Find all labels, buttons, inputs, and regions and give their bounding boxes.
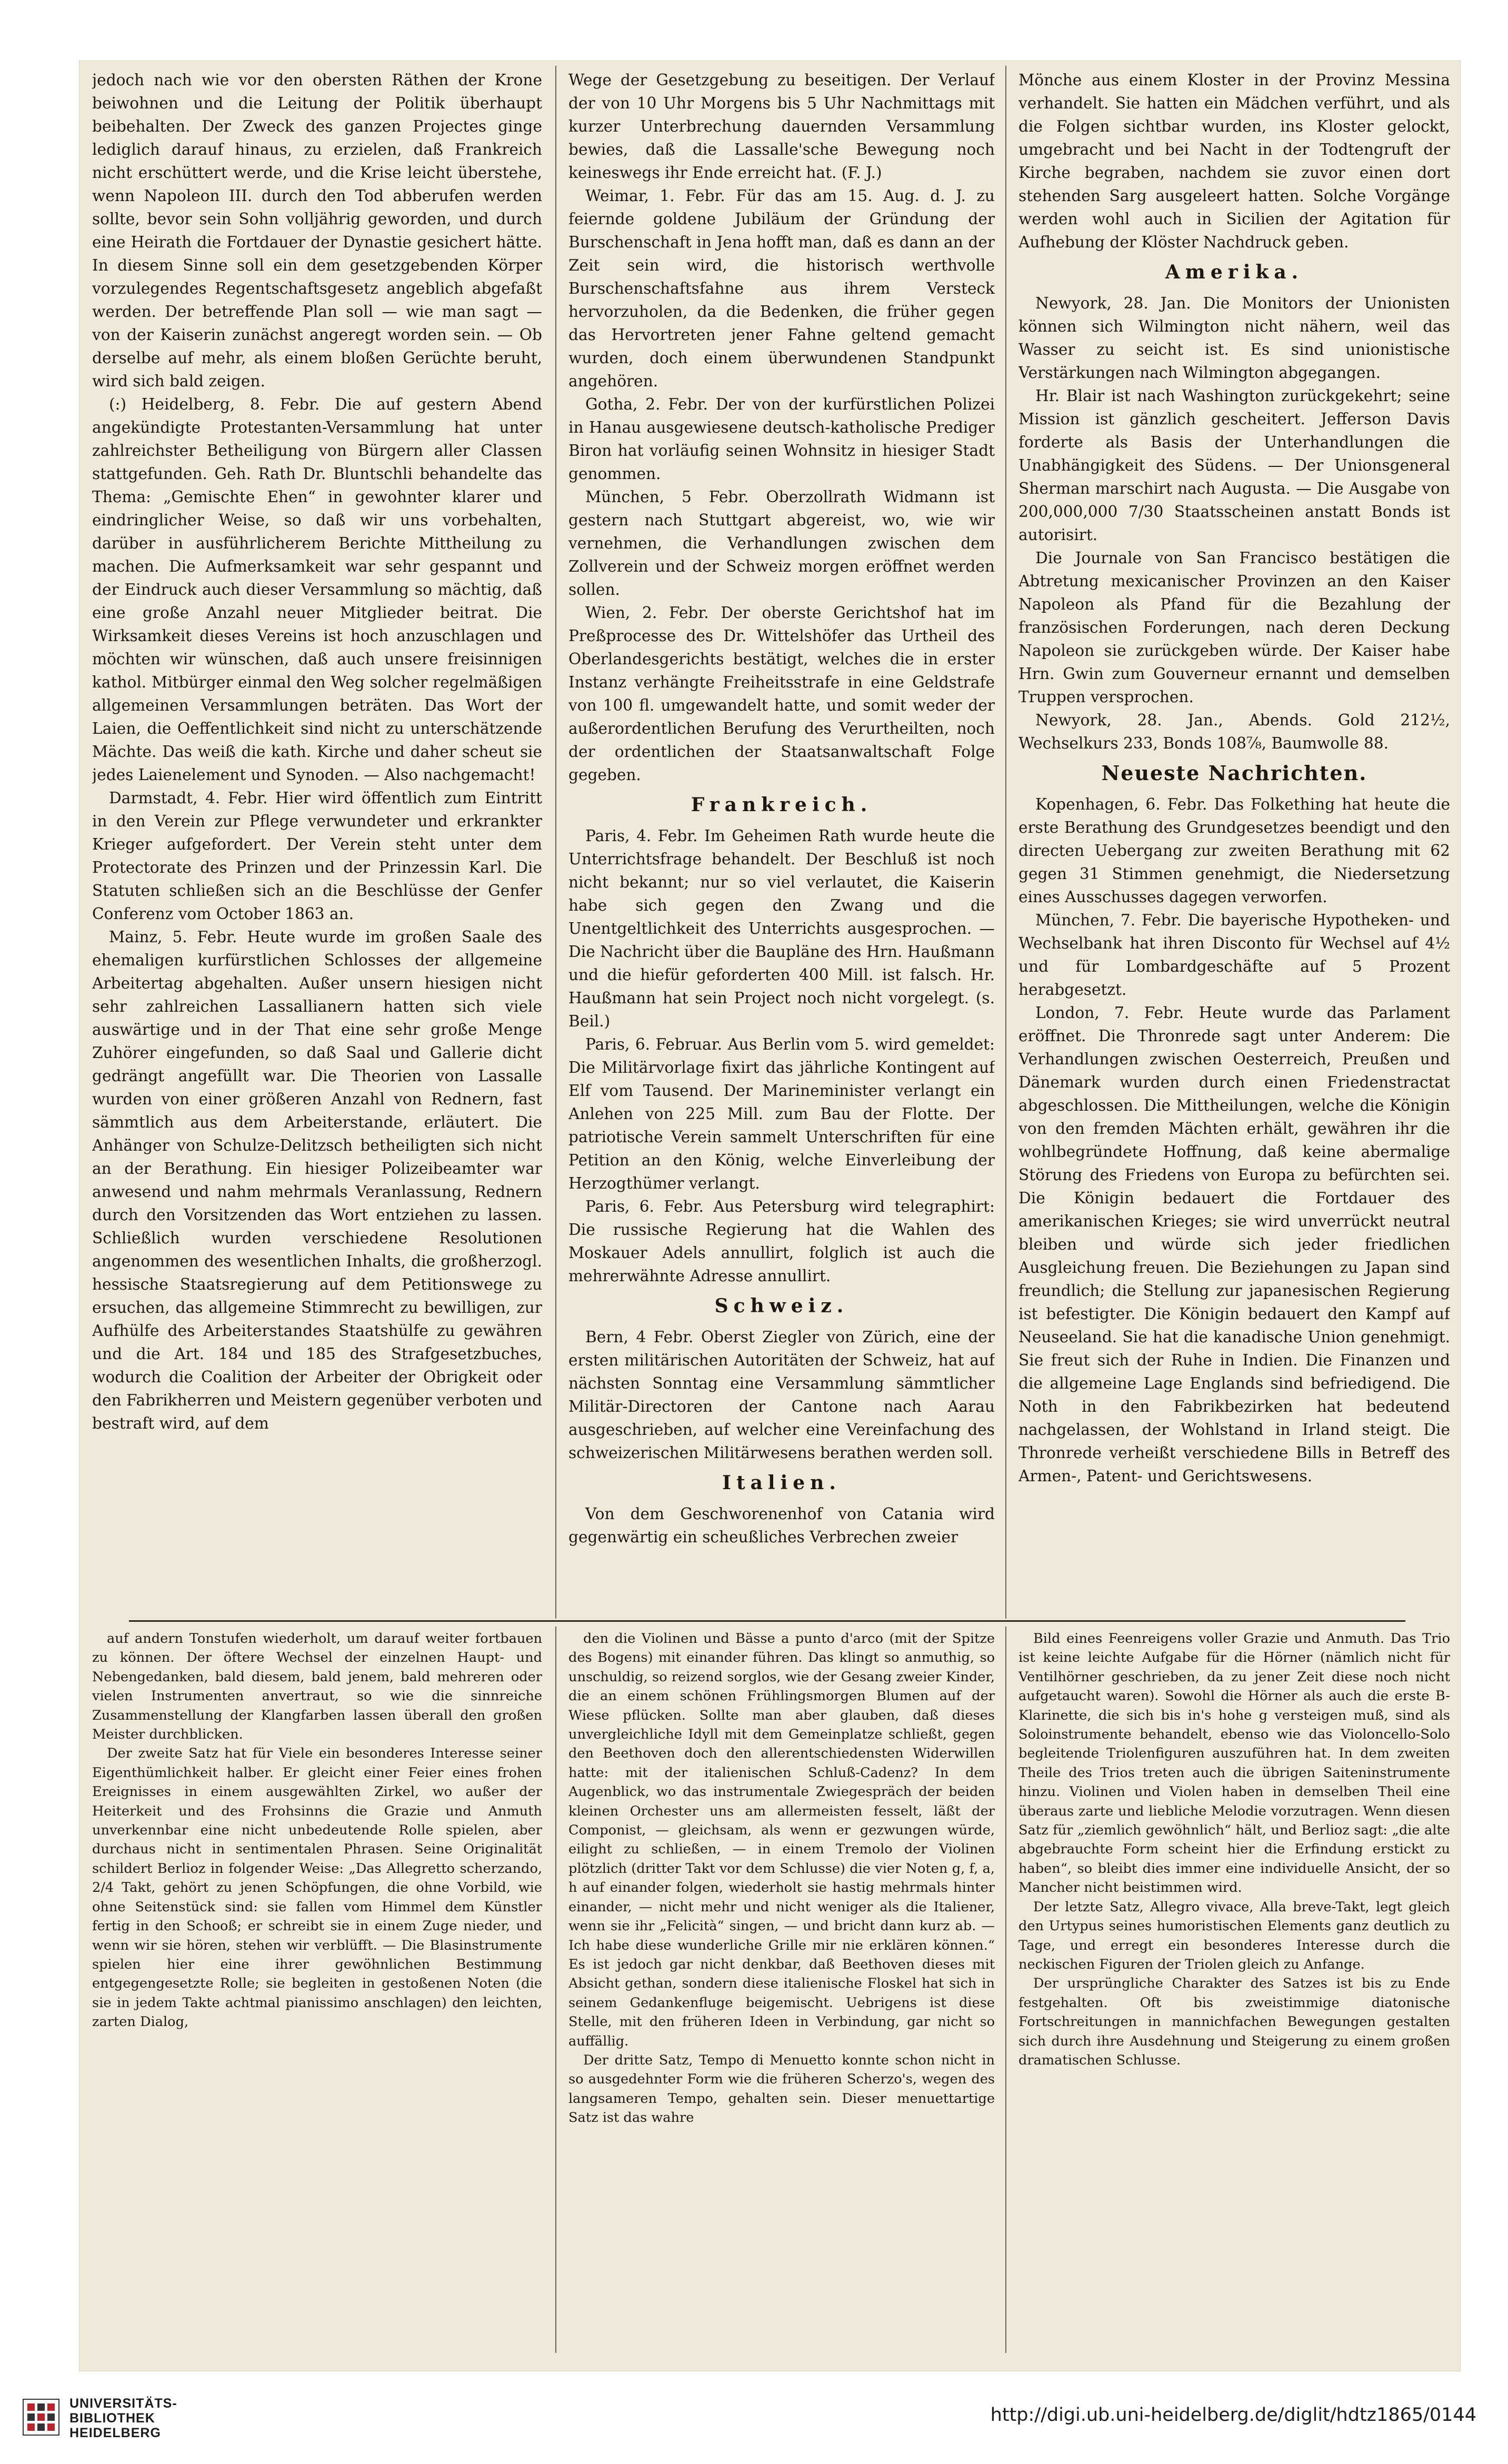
university-library-logo-icon	[22, 2398, 60, 2436]
article-paragraph: Bern, 4 Febr. Oberst Ziegler von Zürich, eine der ersten militärischen Autoritäten der Schweiz, hat auf nächsten Sonntag eine Versammlung sämmtlicher Militär-Directoren der Cantone nach Aarau ausgeschrieben, auf welcher eine Vereinfachung des schweizerischen Militärwesens berathen werden soll.	[568, 1328, 995, 1462]
feuilleton-rule	[129, 1620, 1405, 1622]
feuilleton-paragraph: auf andern Tonstufen wiederholt, um darauf weiter fortbauen zu können. Der öftere Wechsel der einzelnen Haupt- und Nebengedanken, bald diesem, bald jenem, bald mehreren oder vielen Instrumenten anvertraut, so wie die sinnreiche Zusammenstellung der Klangfarben lassen überall den großen Meister durchblicken.	[92, 1631, 542, 1743]
library-name-line: UNIVERSITÄTS-	[69, 2396, 177, 2411]
article-paragraph: (:) Heidelberg, 8. Febr. Die auf gestern Abend angekündigte Protestanten-Versammlung hat unter zahlreichster Betheiligung von Bürgern aller Classen stattgefunden. Geh. Rath Dr. Bluntschli behandelte das Thema: „Gemischte Ehen“ in gewohnter klarer und eindringlicher Weise, so daß wir uns vorbehalten, darüber in ausführlicherem Berichte Mittheilung zu machen. Die Aufmerksamkeit war sehr gespannt und der Eindruck auch dieser Versammlung so mächtig, daß eine große Anzahl neuer Mitglieder beitrat. Die Wirksamkeit dieses Vereins ist hoch anzuschlagen und möchten wir wünschen, daß auch unsere freisinnigen kathol. Mitbürger einmal den Weg solcher regelmäßigen allgemeinen Versammlungen beträten. Das Wort der Laien, die Oeffentlichkeit sind nicht zu unterschätzende Mächte. Das weiß die kath. Kirche und daher scheut sie jedes Laienelement und Synoden. — Also nachgemacht!	[92, 395, 542, 784]
article-paragraph: Paris, 6. Febr. Aus Petersburg wird telegraphirt: Die russische Regierung hat die Wahlen des Moskauer Adels annullirt, folglich ist auch die mehrerwähnte Adresse annullirt.	[568, 1198, 995, 1285]
column-rule-2	[1005, 66, 1006, 1619]
section-heading-schweiz: Schweiz.	[714, 1295, 849, 1317]
feuilleton-column-3	[1018, 1629, 1450, 2356]
feuilleton-column-1	[92, 1629, 542, 2356]
article-paragraph: München, 5 Febr. Oberzollrath Widmann ist gestern nach Stuttgart abgereist, wo, wie wir vernehmen, die Verhandlungen zwischen dem Zollverein und der Schweiz morgen eröffnet werden sollen.	[568, 488, 995, 598]
article-paragraph: Newyork, 28. Jan. Die Monitors der Unionisten können sich Wilmington nicht nähern, weil das Wasser zu seicht ist. Es sind unionistische Verstärkungen nach Wilmington abgegangen.	[1018, 294, 1450, 382]
article-paragraph: Newyork, 28. Jan., Abends. Gold 212½, Wechselkurs 233, Bonds 108⅞, Baumwolle 88.	[1018, 711, 1450, 752]
article-paragraph: Paris, 6. Februar. Aus Berlin vom 5. wird gemeldet: Die Militärvorlage fixirt das jährliche Kontingent auf Elf vom Tausend. Der Marineminister verlangt ein Anlehen von 225 Mill. zum Bau der Flotte. Der patriotische Verein sammelt Unterschriften für eine Petition an den König, welche Einverleibung der Herzogthümer verlangt.	[568, 1035, 995, 1192]
feuilleton-paragraph: Bild eines Feenreigens voller Grazie und Anmuth. Das Trio ist keine leichte Aufgabe für die Hörner (nämlich nicht für Ventilhörner geschrieben, da zu jener Zeit diese noch nicht aufgetaucht waren). Sowohl die Hörner als auch die erste B-Klarinette, die sich bis in's hohe g versteigen muß, sind als Soloinstrumente behandelt, ebenso wie das Violoncello-Solo begleitende Triolenfiguren auszuführen hat. In dem zweiten Theile des Trios treten auch die übrigen Saiteninstrumente hinzu. Violinen und Violen haben in demselben Theil eine überaus zarte und liebliche Melodie vorzutragen. Wenn diesen Satz für „ziemlich gewöhnlich“ hält, und Berlioz sagt: „die alte abgebrauchte Form scheint hier die Erfindung erstickt zu haben“, so bleibt dies immer eine individuelle Ansicht, der so Mancher nicht beistimmen wird.	[1018, 1631, 1450, 1896]
article-paragraph: Wege der Gesetzgebung zu beseitigen. Der Verlauf der von 10 Uhr Morgens bis 5 Uhr Nachmittags mit kurzer Unterbrechung dauernden Versammlung bewies, daß die Lassalle'sche Bewegung noch keineswegs ihr Ende erreicht hat. (F. J.)	[568, 71, 995, 182]
column-rule-4	[1005, 1627, 1006, 2353]
feuilleton-paragraph: Der dritte Satz, Tempo di Menuetto konnte schon nicht in so ausgedehnter Form wie die früheren Scherzo's, wegen des langsameren Tempo, gehalten sein. Dieser menuettartige Satz ist das wahre	[568, 2052, 995, 2126]
column-rule-1	[555, 66, 556, 1619]
article-paragraph: Mönche aus einem Kloster in der Provinz Messina verhandelt. Sie hatten ein Mädchen verführt, und als die Folgen sichtbar wurden, ins Kloster gelockt, umgebracht und bei Nacht in der Todtengruft der Kirche begraben, nachdem sie zuvor einen dort stehenden Sarg ausgeleert hatten. Solche Vorgänge werden wohl auch in Sicilien der Agitation für Aufhebung der Klöster Nachdruck geben.	[1018, 71, 1450, 251]
article-paragraph: München, 7. Febr. Die bayerische Hypotheken- und Wechselbank hat ihren Disconto für Wechsel auf 4½ und für Lombardgeschäfte auf 5 Prozent herabgesetzt.	[1018, 911, 1450, 999]
feuilleton-paragraph: Der ursprüngliche Charakter des Satzes ist bis zu Ende festgehalten. Oft bis zweistimmige diatonische Fortschreitungen in mannichfachen Bewegungen gestalten sich durch ihre Ausdehnung und Steigerung zu einem großen dramatischen Schlusse.	[1018, 1976, 1450, 2068]
article-column-3	[1018, 68, 1450, 1616]
article-paragraph: jedoch nach wie vor den obersten Räthen der Krone beiwohnen und die Leitung der Politik überhaupt beibehalten. Der Zweck des ganzen Projectes ginge lediglich darauf hinaus, zu erzielen, daß Frankreich nicht erschüttert werde, und die Krise leicht überstehe, wenn Napoleon III. durch den Tod abberufen werden sollte, bevor sein Sohn volljährig geworden, und durch eine Heirath die Fortdauer der Dynastie gesichert hätte. In diesem Sinne soll ein dem gesetzgebenden Körper vorzulegendes Regentschaftsgesetz angeblich abgefaßt werden. Der betreffende Plan soll — wie man sagt — von der Kaiserin zunächst angeregt worden sein. — Ob derselbe auf mehr, als einem bloßen Gerüchte beruht, wird sich bald zeigen.	[92, 71, 542, 390]
column-rule-3	[555, 1627, 556, 2353]
section-heading-italien: Italien.	[722, 1472, 841, 1494]
section-heading-neueste-nachrichten: Neueste Nachrichten.	[1101, 761, 1367, 785]
section-heading-amerika: Amerika.	[1165, 261, 1304, 283]
article-paragraph: Die Journale von San Francisco bestätigen die Abtretung mexicanischer Provinzen an den Kaiser Napoleon als Pfand für die Bezahlung der französischen Forderungen, nach deren Deckung Napoleon sie zurückgeben würde. Der Kaiser habe Hrn. Gwin zum Gouverneur ernannt und demselben Truppen versprochen.	[1018, 549, 1450, 706]
feuilleton-paragraph: Der zweite Satz hat für Viele ein besonderes Interesse seiner Eigenthümlichkeit halber. Er gleicht einer Feier eines frohen Ereignisses in einem ausgewählten Zirkel, wo außer der Heiterkeit und des Frohsinns die Grazie und Anmuth unverkennbar eine nicht unbedeutende Rolle spielen, aber durchaus nicht in sentimentalen Phrasen. Seine Originalität schildert Berlioz in folgender Weise: „Das Allegretto scherzando, 2/4 Takt, gehört zu jenen Schöpfungen, die ohne Vorbild, wie ohne Seitenstück sind: sie fallen vom Himmel dem Künstler fertig in den Schooß; er schreibt sie in einem Zuge nieder, und wenn wir sie hören, stehen wir verblüfft. — Die Blasinstrumente spielen hier eine ihrer gewöhnlichen Bestimmung entgegengesetzte Rolle; sie begleiten in gestoßenen Noten (die sie in jedem Takte achtmal pianissimo anschlagen) den leichten, zarten Dialog,	[92, 1745, 542, 2030]
library-name-line: HEIDELBERG	[69, 2426, 161, 2440]
library-name	[69, 2396, 177, 2440]
section-heading-frankreich: Frankreich.	[691, 794, 873, 816]
article-paragraph: Weimar, 1. Febr. Für das am 15. Aug. d. J. zu feiernde goldene Jubiläum der Gründung der Burschenschaft in Jena hofft man, daß es dann an der Zeit sein wird, die historisch werthvolle Burschenschaftsfahne aus ihrem Versteck hervorzuholen, da die Bedenken, die früher gegen das Hervortreten jener Fahne geltend gemacht wurden, doch einem überwundenen Standpunkt angehören.	[568, 187, 995, 390]
article-paragraph: Paris, 4. Febr. Im Geheimen Rath wurde heute die Unterrichtsfrage behandelt. Der Beschluß ist noch nicht bekannt; nur so viel verlautet, die Kaiserin habe sich gegen den Zwang und die Unentgeltlichkeit des Unterrichts ausgesprochen. — Die Nachricht über die Baupläne des Hrn. Haußmann und die hiefür geforderten 400 Mill. ist falsch. Hr. Haußmann hat sein Project noch nicht vorgelegt. (s. Beil.)	[568, 827, 995, 1030]
article-column-1	[92, 68, 542, 1616]
page-url-link[interactable]: http://digi.ub.uni-heidelberg.de/diglit/hdtz1865/0144	[990, 2405, 1476, 2426]
article-paragraph: Wien, 2. Febr. Der oberste Gerichtshof hat im Preßprocesse des Dr. Wittelshöfer das Urtheil des Oberlandesgerichts bestätigt, welches die in erster Instanz verhängte Freiheitsstrafe in eine Geldstrafe von 100 fl. umgewandelt hatte, und somit weder der außerordentlichen Berufung des Verurtheilten, noch der ordentlichen der Staatsanwaltschaft Folge gegeben.	[568, 604, 995, 784]
article-paragraph: Gotha, 2. Febr. Der von der kurfürstlichen Polizei in Hanau ausgewiesene deutsch-katholische Prediger Biron hat vorläufig seinen Wohnsitz in hiesiger Stadt genommen.	[568, 395, 995, 483]
article-paragraph: Darmstadt, 4. Febr. Hier wird öffentlich zum Eintritt in den Verein zur Pflege verwundeter und erkrankter Krieger aufgefordert. Der Verein steht unter dem Protectorate des Prinzen und der Prinzessin Karl. Die Statuten schließen sich an die Beschlüsse der Genfer Conferenz vom October 1863 an.	[92, 789, 542, 923]
feuilleton-paragraph: den die Violinen und Bässe a punto d'arco (mit der Spitze des Bogens) mit einander führen. Das klingt so anmuthig, so unschuldig, so reizend sorglos, wie der Gesang zweier Kinder, die an einem schönen Frühlingsmorgen Blumen auf der Wiese pflücken. Sollte man aber glauben, daß dieses unvergleichliche Idyll mit dem Gemeinplatze schließt, gegen den Beethoven doch den allerentschiedensten Widerwillen hatte: mit der italienischen Schluß-Cadenz? In dem Augenblick, wo das instrumentale Zwiegespräch der beiden kleinen Orchester uns am allermeisten fesselt, läßt der Componist, — gleichsam, als wenn er gezwungen würde, eilight zu schließen, — in einem Tremolo der Violinen plötzlich (dritter Takt vor dem Schlusse) die vier Noten g, f, a, h auf einander folgen, wiederholt sie hastig mehrmals hinter einander, — nicht mehr und nicht weniger als die Italiener, wenn sie ihr „Felicità“ singen, — und bricht dann kurz ab. — Ich habe diese wunderliche Grille mir nie erklären können.“ Es ist jedoch gar nicht denkbar, daß Beethoven dieses mit Absicht gethan, sondern diese italienische Floskel hat sich in seinem Gedankenfluge beigemischt. Uebrigens ist diese Stelle, mit den früheren Ideen in Verbindung, gar nicht so auffällig.	[568, 1631, 995, 2049]
article-column-2	[568, 68, 995, 1616]
feuilleton-column-2	[568, 1629, 995, 2356]
article-paragraph: Hr. Blair ist nach Washington zurückgekehrt; seine Mission ist gänzlich gescheitert. Jefferson Davis forderte als Basis der Unterhandlungen die Unabhängigkeit des Südens. — Der Unionsgeneral Sherman marschirt nach Augusta. — Die Ausgabe von 200,000,000 7/30 Staatsscheinen anstatt Bonds ist autorisirt.	[1018, 387, 1450, 544]
library-name-line: BIBLIOTHEK	[69, 2411, 155, 2426]
feuilleton-paragraph: Der letzte Satz, Allegro vivace, Alla breve-Takt, legt gleich den Urtypus seines humoristischen Elements ganz deutlich zu Tage, und erregt ein besonderes Interesse durch die neckischen Figuren der Triolen gleich zu Anfange.	[1018, 1899, 1450, 1972]
article-paragraph: Von dem Geschworenenhof von Catania wird gegenwärtig ein scheußliches Verbrechen zweier	[568, 1505, 995, 1546]
article-paragraph: Mainz, 5. Febr. Heute wurde im großen Saale des ehemaligen kurfürstlichen Schlosses der allgemeine Arbeitertag abgehalten. Außer unsern hiesigen nicht sehr zahlreichen Lassallianern hatten sich viele auswärtige und in der That eine sehr große Menge Zuhörer eingefunden, so daß Saal und Gallerie dicht gedrängt angefüllt war. Die Theorien von Lassalle wurden von einer größeren Anzahl von Rednern, fast sämmtlich aus dem Arbeiterstande, erläutert. Die Anhänger von Schulze-Delitzsch betheiligten sich nicht an der Berathung. Ein hiesiger Polizeibeamter war anwesend und nahm mehrmals Veranlassung, Rednern durch den Vorsitzenden das Wort entziehen zu lassen. Schließlich wurden verschiedene Resolutionen angenommen des wesentlichen Inhalts, die großherzogl. hessische Staatsregierung auf dem Petitionswege zu ersuchen, das allgemeine Stimmrecht zu bewilligen, zur Aufhülfe des Arbeiterstandes Staatshülfe zu gewähren und die Art. 184 und 185 des Strafgesetzbuches, wodurch die Coalition der Arbeiter der Obrigkeit oder den Fabrikherren und Meistern gegenüber verboten und bestraft wird, auf dem	[92, 928, 542, 1432]
article-paragraph: Kopenhagen, 6. Febr. Das Folkething hat heute die erste Berathung des Grundgesetzes beendigt und den directen Uebergang zur zweiten Berathung mit 62 gegen 31 Stimmen genehmigt, die Niedersetzung eines Ausschusses dagegen verworfen.	[1018, 795, 1450, 906]
article-paragraph: London, 7. Febr. Heute wurde das Parlament eröffnet. Die Thronrede sagt unter Anderem: Die Verhandlungen zwischen Oesterreich, Preußen und Dänemark wurden durch einen Friedenstractat abgeschlossen. Die Mittheilungen, welche die Königin von den fremden Mächten erhält, gewähren ihr die wohlbegründete Hoffnung, daß keine abermalige Störung des Friedens von Europa zu befürchten sei. Die Königin bedauert die Fortdauer des amerikanischen Krieges; sie wird unverrückt neutral bleiben und würde sich jeder friedlichen Ausgleichung freuen. Die Beziehungen zu Japan sind freundlich; die Stellung zur japanesischen Regierung ist befestigter. Die Königin bedauert den Kampf auf Neuseeland. Sie hat die kanadische Union genehmigt. Sie freut sich der Ruhe in Indien. Die Finanzen und die allgemeine Lage Englands sind befriedigend. Die Noth in den Fabrikbezirken hat bedeutend nachgelassen, der Wohlstand in Irland steigt. Die Thronrede verheißt verschiedene Bills in Betreff des Armen-, Patent- und Gerichtswesens.	[1018, 1004, 1450, 1485]
